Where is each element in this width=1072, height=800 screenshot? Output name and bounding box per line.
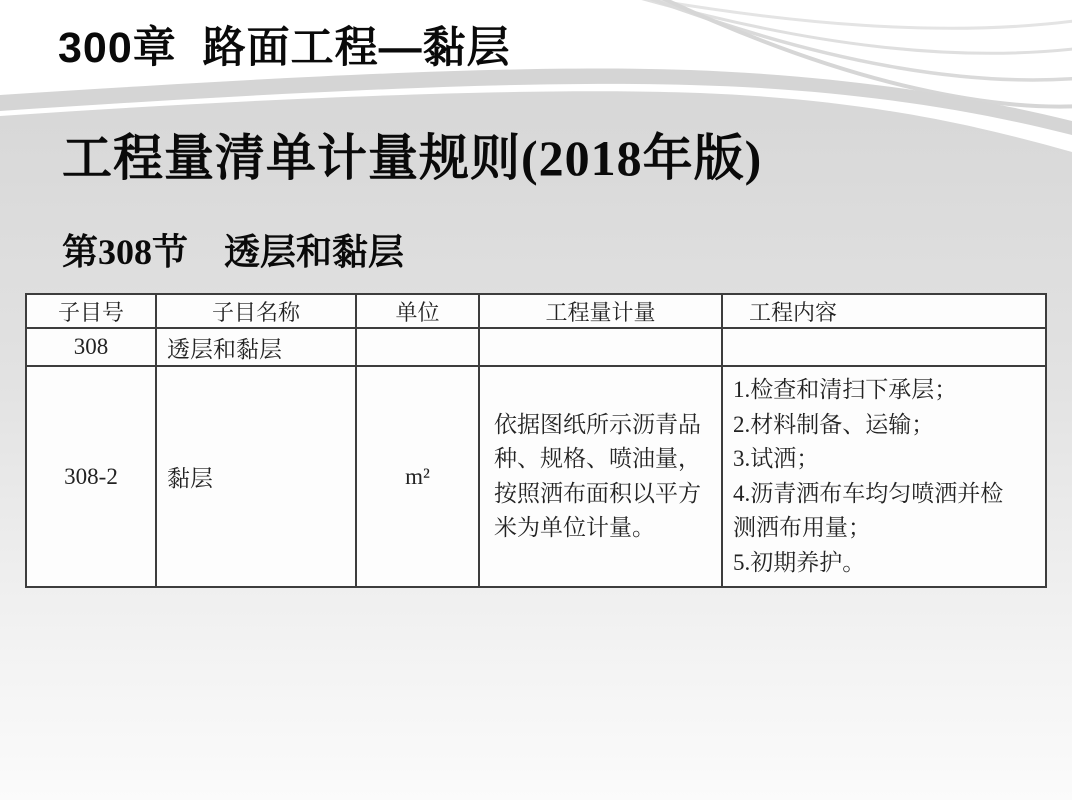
measurement-rules-table: [25, 293, 1047, 588]
measurement-cell-empty: [479, 328, 722, 366]
item-name-cell: 透层和黏层: [156, 328, 356, 366]
item-code-cell: 308-2: [26, 366, 156, 587]
item-code-cell: 308: [26, 328, 156, 366]
col-header-item-name: 子目名称: [156, 294, 356, 328]
table-header-row: [26, 294, 1046, 328]
unit-cell: m²: [356, 366, 479, 587]
work-content-line: 2.材料制备、运输；: [733, 411, 935, 437]
work-content-line: 5.初期养护。: [733, 549, 866, 575]
col-header-item-code: 子目号: [26, 294, 156, 328]
work-content-line: 3.试洒；: [733, 446, 820, 471]
table-row-308-2: [26, 366, 1046, 587]
content-cell-empty: [722, 328, 1046, 366]
chapter-title: 300章 路面工程—黏层: [58, 24, 511, 72]
item-name-cell: 黏层: [156, 366, 356, 587]
col-header-quantity-measurement: 工程量计量: [479, 294, 722, 328]
measurement-cell: 依据图纸所示沥青品种、规格、喷油量，按照洒布面积以平方米为单位计量。: [479, 366, 722, 587]
work-content-line: 4.沥青洒布车均匀喷洒并检测洒布用量；: [733, 480, 1004, 540]
section-title: 第308节 透层和黏层: [62, 232, 405, 272]
page-title: 工程量清单计量规则(2018年版): [62, 130, 763, 186]
col-header-work-content: 工程内容: [722, 294, 1046, 328]
unit-cell-empty: [356, 328, 479, 366]
col-header-unit: 单位: [356, 294, 479, 328]
work-content-cell: [722, 366, 1046, 587]
table-row-308: [26, 328, 1046, 366]
work-content-line: 1.检查和清扫下承层；: [733, 377, 958, 402]
